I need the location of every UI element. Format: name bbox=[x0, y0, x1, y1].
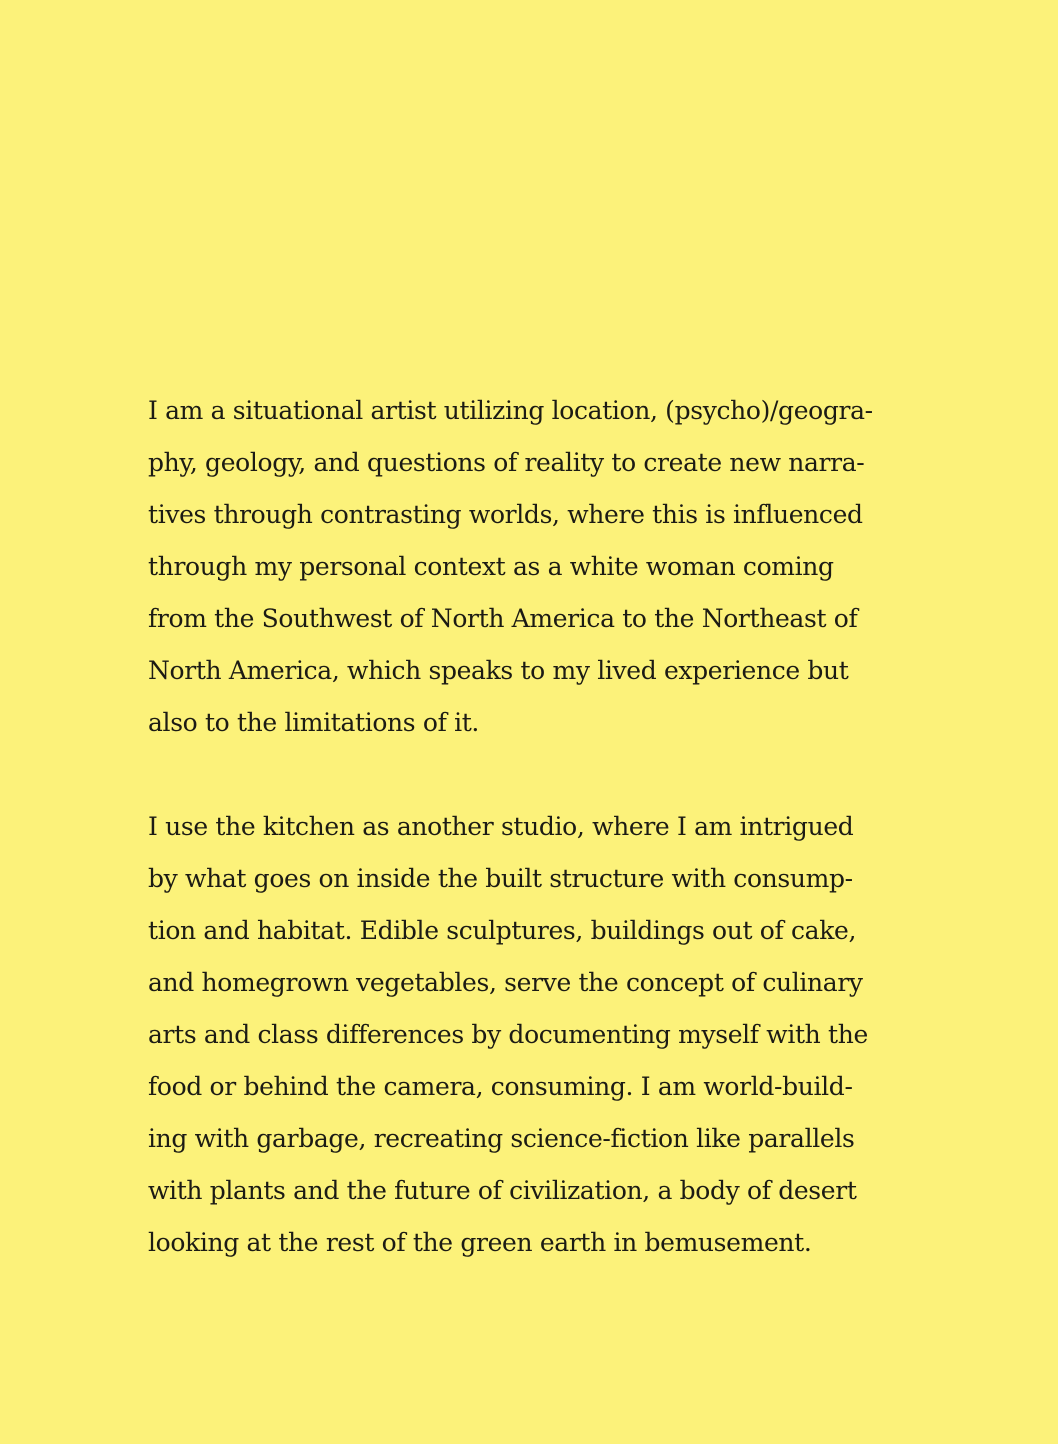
paragraph-kitchen-studio bbox=[148, 801, 908, 1269]
paragraph-line: food or behind the camera, consuming. I am world-build- bbox=[148, 1072, 853, 1101]
paragraph-line: arts and class differences by documenting myself with the bbox=[148, 1020, 868, 1049]
paragraph-line: with plants and the future of civilization, a body of desert bbox=[148, 1176, 857, 1205]
paragraph-line: looking at the rest of the green earth in bemusement. bbox=[148, 1228, 812, 1257]
paragraph-line: from the Southwest of North America to the Northeast of bbox=[148, 604, 858, 633]
paragraph-line: I am a situational artist utilizing location, (psycho)/geogra- bbox=[148, 396, 873, 425]
paragraph-line: ing with garbage, recreating science-fiction like parallels bbox=[148, 1124, 855, 1153]
paragraph-location bbox=[148, 385, 908, 749]
paragraph-line: I use the kitchen as another studio, where I am intrigued bbox=[148, 812, 854, 841]
paragraph-line: tives through contrasting worlds, where this is influenced bbox=[148, 500, 863, 529]
paragraph-line: by what goes on inside the built structure with consump- bbox=[148, 864, 853, 893]
paragraph-line: through my personal context as a white woman coming bbox=[148, 552, 834, 581]
paragraph-line: and homegrown vegetables, serve the concept of culinary bbox=[148, 968, 863, 997]
paragraph-line: also to the limitations of it. bbox=[148, 708, 480, 737]
paragraph-line: phy, geology, and questions of reality to create new narra- bbox=[148, 448, 865, 477]
paragraph-line: North America, which speaks to my lived experience but bbox=[148, 656, 849, 685]
paragraph-line: tion and habitat. Edible sculptures, buildings out of cake, bbox=[148, 916, 857, 945]
artist-statement bbox=[148, 385, 908, 1269]
